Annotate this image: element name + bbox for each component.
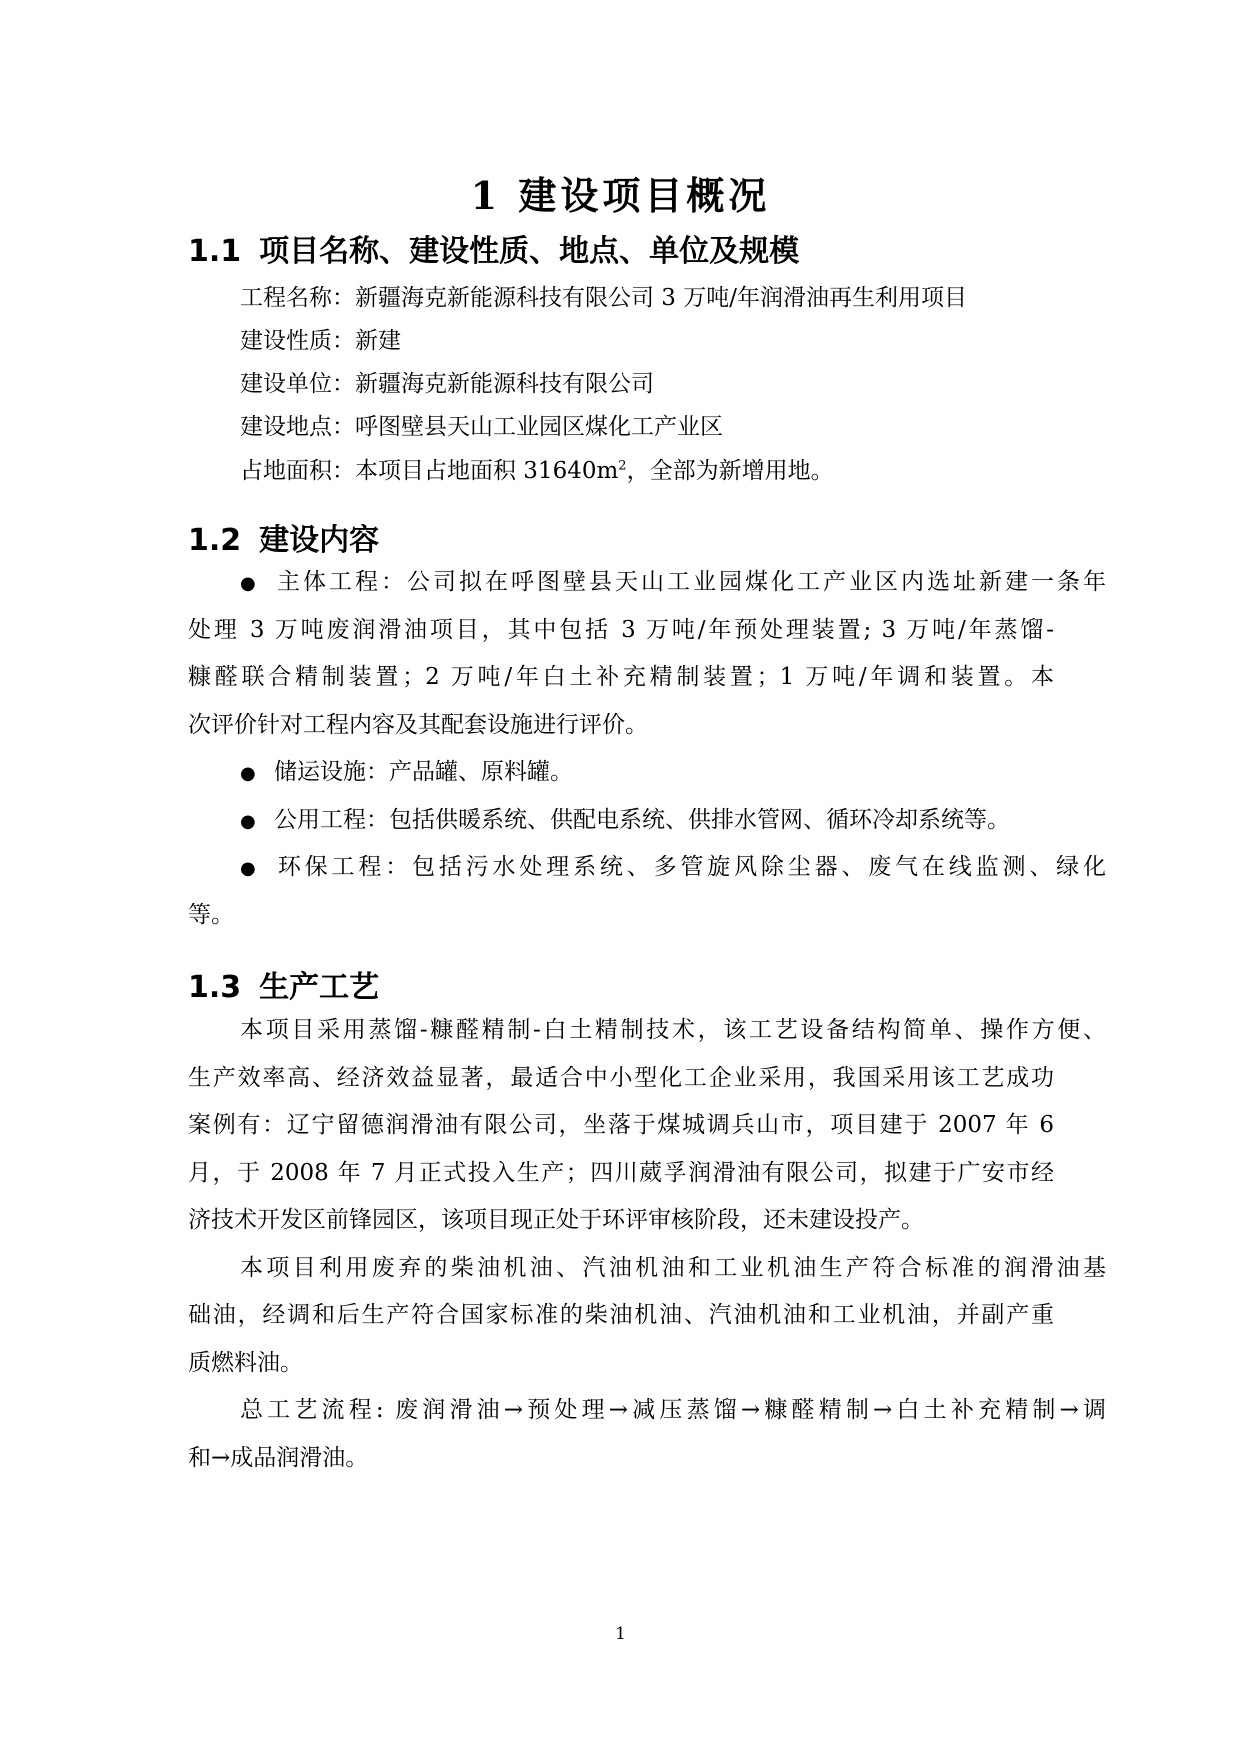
bullet-text: 环保工程：包括污水处理系统、多管旋风除尘器、废气在线监测、绿化	[274, 854, 1106, 880]
section-number: 1.1	[188, 234, 242, 269]
process-para1-line-4: 月，于 2008 年 7 月正式投入生产；四川葳孚润滑油有限公司，拟建于广安市经	[188, 1160, 1054, 1186]
process-para1-line-1: 本项目采用蒸馏-糠醛精制-白土精制技术，该工艺设备结构简单、操作方便、	[240, 1017, 1106, 1043]
bullet-text: 主体工程：公司拟在呼图壁县天山工业园煤化工产业区内选址新建一条年	[274, 569, 1106, 595]
bullet-environment-line-2: 等。	[188, 902, 234, 928]
section-title: 建设内容	[259, 523, 380, 558]
process-flow-line-2: 和→成品润滑油。	[188, 1445, 369, 1471]
area-superscript: 2	[618, 458, 627, 474]
section-heading-1-1	[188, 226, 799, 270]
bullet-storage	[188, 757, 1106, 789]
bullet-main-works-line-3: 糠醛联合精制装置；2 万吨/年白土补充精制装置；1 万吨/年调和装置。本	[188, 664, 1054, 690]
bullet-icon	[240, 852, 274, 884]
bullet-main-works-line-1	[188, 567, 1106, 599]
process-para1-line-3: 案例有：辽宁留德润滑油有限公司，坐落于煤城调兵山市，项目建于 2007 年 6	[188, 1112, 1054, 1138]
area-text: 占地面积：本项目占地面积 31640m	[240, 458, 619, 484]
section-heading-1-2	[188, 515, 379, 559]
process-para2-line-1: 本项目利用废弃的柴油机油、汽油机油和工业机油生产符合标准的润滑油基	[240, 1255, 1106, 1281]
bullet-icon	[240, 567, 274, 599]
section-number: 1.2	[188, 523, 242, 558]
project-name-line: 工程名称：新疆海克新能源科技有限公司 3 万吨/年润滑油再生利用项目	[240, 285, 968, 311]
page-number: 1	[615, 1624, 626, 1644]
section-title: 项目名称、建设性质、地点、单位及规模	[259, 234, 800, 269]
bullet-icon	[240, 757, 274, 789]
bullet-main-works-line-4: 次评价针对工程内容及其配套设施进行评价。	[188, 712, 648, 738]
project-nature-line: 建设性质：新建	[240, 328, 401, 354]
chapter-title: 1 建设项目概况	[470, 173, 771, 218]
process-para1-line-5: 济技术开发区前锋园区，该项目现正处于环评审核阶段，还未建设投产。	[188, 1207, 924, 1233]
bullet-text: 公用工程：包括供暖系统、供配电系统、供排水管网、循环冷却系统等。	[274, 807, 1010, 833]
section-heading-1-3	[188, 962, 379, 1006]
project-unit-line: 建设单位：新疆海克新能源科技有限公司	[240, 371, 654, 397]
section-number: 1.3	[188, 970, 242, 1005]
project-area-line	[188, 456, 1106, 486]
process-para2-line-2: 础油，经调和后生产符合国家标准的柴油机油、汽油机油和工业机油，并副产重	[188, 1302, 1054, 1328]
bullet-environment-line-1	[188, 852, 1106, 884]
bullet-utilities	[188, 805, 1106, 837]
process-flow-line-1: 总工艺流程: 废润滑油→预处理→减压蒸馏→糠醛精制→白土补充精制→调	[240, 1397, 1106, 1423]
bullet-icon	[240, 805, 274, 837]
process-para1-line-2: 生产效率高、经济效益显著，最适合中小型化工企业采用，我国采用该工艺成功	[188, 1065, 1054, 1091]
project-location-line: 建设地点：呼图壁县天山工业园区煤化工产业区	[240, 414, 723, 440]
bullet-text: 储运设施：产品罐、原料罐。	[274, 759, 573, 785]
area-text-end: ，全部为新增用地。	[626, 458, 834, 484]
section-title: 生产工艺	[259, 970, 380, 1005]
process-para2-line-3: 质燃料油。	[188, 1350, 303, 1376]
bullet-main-works-line-2: 处理 3 万吨废润滑油项目，其中包括 3 万吨/年预处理装置; 3 万吨/年蒸馏-	[188, 617, 1054, 643]
